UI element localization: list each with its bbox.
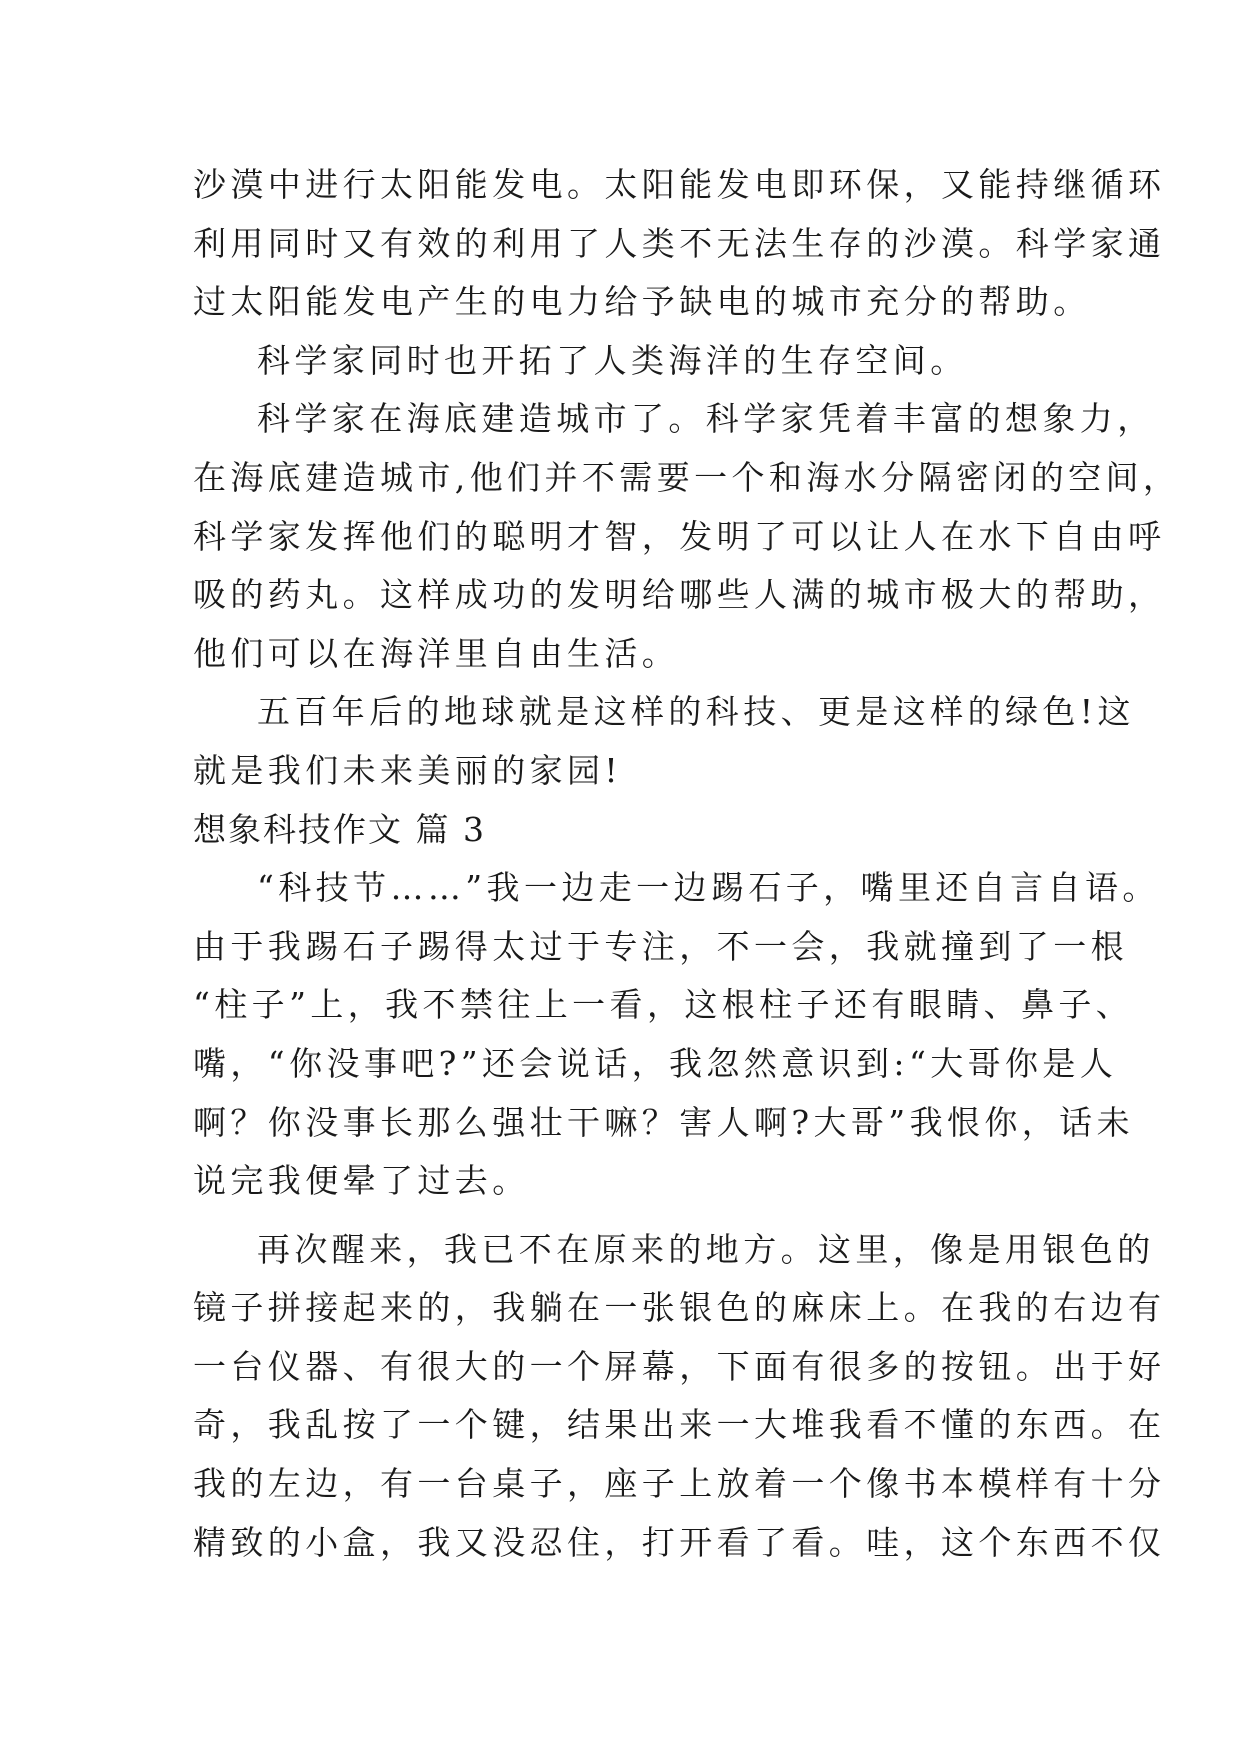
text-line: 啊？你没事长那么强壮干嘛？害人啊?大哥”我恨你，话未 [193,1102,1134,1142]
paragraph-gap [193,1211,1073,1221]
paragraph-start: 五百年后的地球就是这样的科技、更是这样的绿色!这 [257,692,1135,732]
text-line: 在海底建造城市,他们并不需要一个和海水分隔密闭的空间， [193,457,1181,497]
text-line: “柱子”上，我不禁往上一看，这根柱子还有眼睛、鼻子、 [193,985,1134,1025]
text-line: 精致的小盒，我又没忍住，打开看了看。哇，这个东西不仅 [193,1522,1166,1562]
text-line: 他们可以在海洋里自由生活。 [193,633,680,673]
text-line: 吸的药丸。这样成功的发明给哪些人满的城市极大的帮助， [193,575,1166,615]
text-line: 沙漠中进行太阳能发电。太阳能发电即环保，又能持继循环 [193,165,1166,204]
text-line: 镜子拼接起来的，我躺在一张银色的麻床上。在我的右边有 [193,1288,1166,1328]
text-line: 利用同时又有效的利用了人类不无法生存的沙漠。科学家通 [193,223,1166,263]
text-line: 科学家发挥他们的聪明才智，发明了可以让人在水下自由呼 [193,516,1166,556]
text-line: 嘴，“你没事吧?”还会说话，我忽然意识到:“大哥你是人 [193,1043,1118,1083]
document-body [193,156,1181,1572]
text-line: 由于我踢石子踢得太过于专注，不一会，我就撞到了一根 [193,926,1128,966]
section-heading: 想象科技作文 篇 3 [193,809,486,849]
text-line: 奇，我乱按了一个键，结果出来一大堆我看不懂的东西。在 [193,1405,1166,1445]
text-line: 就是我们未来美丽的家园! [193,750,623,790]
paragraph-start: “科技节……”我一边走一边踢石子，嘴里还自言自语。 [257,868,1160,908]
paragraph-start: 再次醒来，我已不在原来的地方。这里，像是用银色的 [257,1229,1155,1269]
text-line: 一台仪器、有很大的一个屏幕，下面有很多的按钮。出于好 [193,1346,1166,1386]
text-line: 我的左边，有一台桌子，座子上放着一个像书本模样有十分 [193,1464,1166,1504]
text-line: 说完我便晕了过去。 [193,1161,530,1201]
paragraph-start: 科学家在海底建造城市了。科学家凭着丰富的想象力， [257,399,1155,439]
paragraph-start: 科学家同时也开拓了人类海洋的生存空间。 [257,340,968,380]
text-line: 过太阳能发电产生的电力给予缺电的城市充分的帮助。 [193,282,1091,322]
